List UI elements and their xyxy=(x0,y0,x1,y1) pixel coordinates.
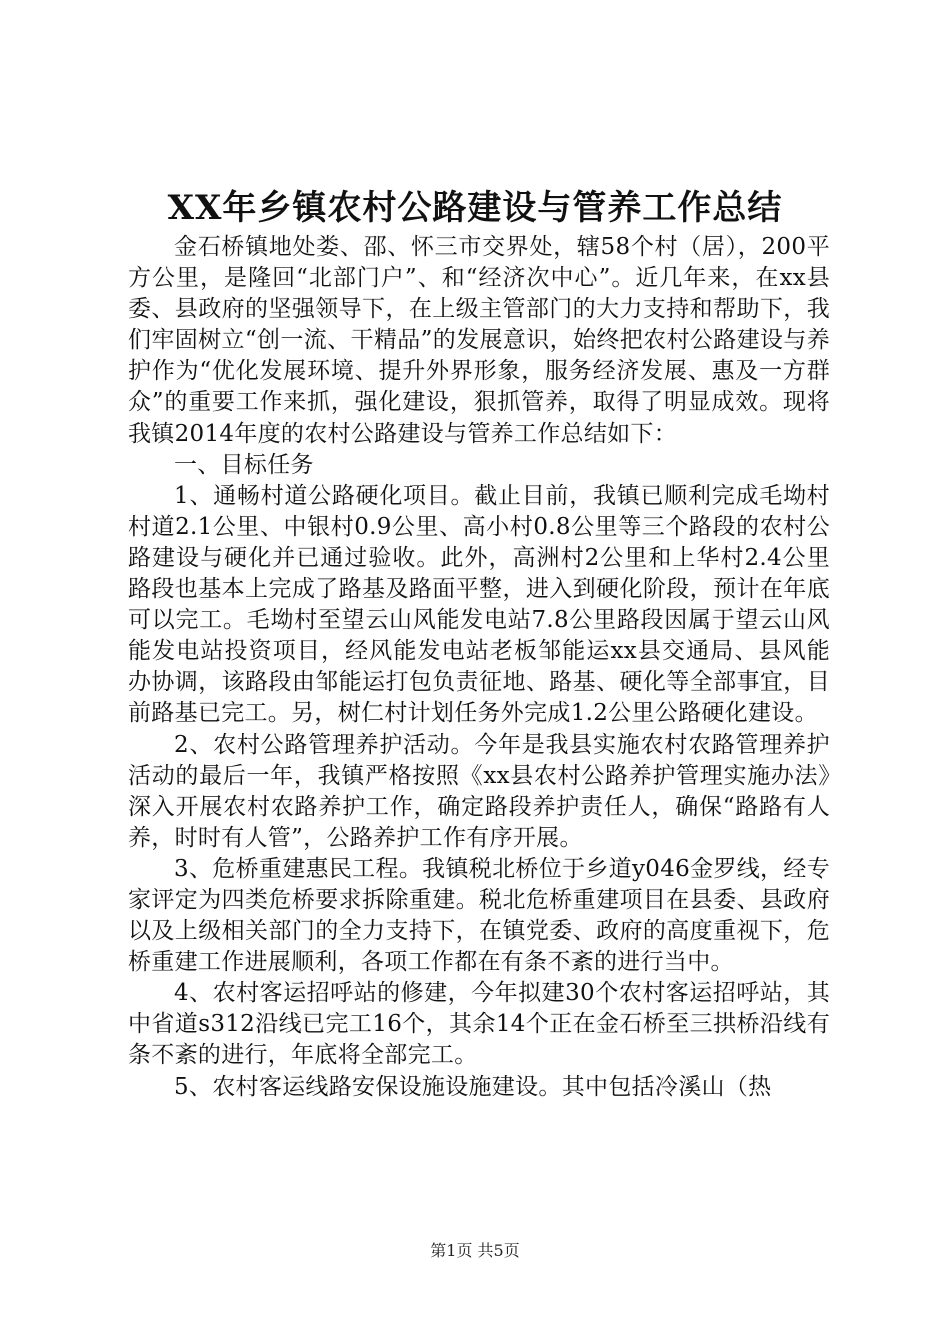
document-title: XX年乡镇农村公路建设与管养工作总结 xyxy=(167,188,783,228)
section-heading-targets: 一、目标任务 xyxy=(174,451,314,478)
paragraph-item-4: 4、农村客运招呼站的修建，今年拟建30个农村客运招呼站，其中省道s312沿线已完工16个，其余14个正在金石桥至三拱桥沿线有条不紊的进行，年底将全部完工。 xyxy=(128,980,830,1069)
page-footer: 第1页 共5页 xyxy=(430,1241,520,1260)
paragraph-item-5: 5、农村客运线路安保设施设施建设。其中包括冷溪山（热 xyxy=(174,1073,772,1100)
paragraph-item-1: 1、通畅村道公路硬化项目。截止目前，我镇已顺利完成毛坳村村道2.1公里、中银村0.9公里、高小村0.8公里等三个路段的农村公路建设与硬化并已通过验收。此外，高洲村2公里和上华村2.4公里路段也基本上完成了路基及路面平整，进入到硬化阶段，预计在年底可以完工。毛坳村至望云山风能发电站7.8公里路段因属于望云山风能发电站投资项目，经风能发电站老板邹能运xx县交通局、县风能办协调，该路段由邹能运打包负责征地、路基、硬化等全部事宜，目前路基已完工。另，树仁村计划任务外完成1.2公里公路硬化建设。 xyxy=(128,482,830,727)
document-body xyxy=(128,232,830,1103)
paragraph-item-2: 2、农村公路管理养护活动。今年是我县实施农村农路管理养护活动的最后一年，我镇严格按照《xx县农村公路养护管理实施办法》深入开展农村农路养护工作，确定路段养护责任人，确保“路路有人养，时时有人管”，公路养护工作有序开展。 xyxy=(128,731,830,851)
paragraph-intro: 金石桥镇地处娄、邵、怀三市交界处，辖58个村（居），200平方公里，是隆回“北部门户”、和“经济次中心”。近几年来，在xx县委、县政府的坚强领导下，在上级主管部门的大力支持和帮助下，我们牢固树立“创一流、干精品”的发展意识，始终把农村公路建设与养护作为“优化发展环境、提升外界形象，服务经济发展、惠及一方群众”的重要工作来抓，强化建设，狠抓管养，取得了明显成效。现将我镇2014年度的农村公路建设与管养工作总结如下： xyxy=(128,234,830,447)
paragraph-item-3: 3、危桥重建惠民工程。我镇税北桥位于乡道y046金罗线，经专家评定为四类危桥要求拆除重建。税北危桥重建项目在县委、县政府以及上级相关部门的全力支持下，在镇党委、政府的高度重视下，危桥重建工作进展顺利，各项工作都在有条不紊的进行当中。 xyxy=(128,855,830,976)
